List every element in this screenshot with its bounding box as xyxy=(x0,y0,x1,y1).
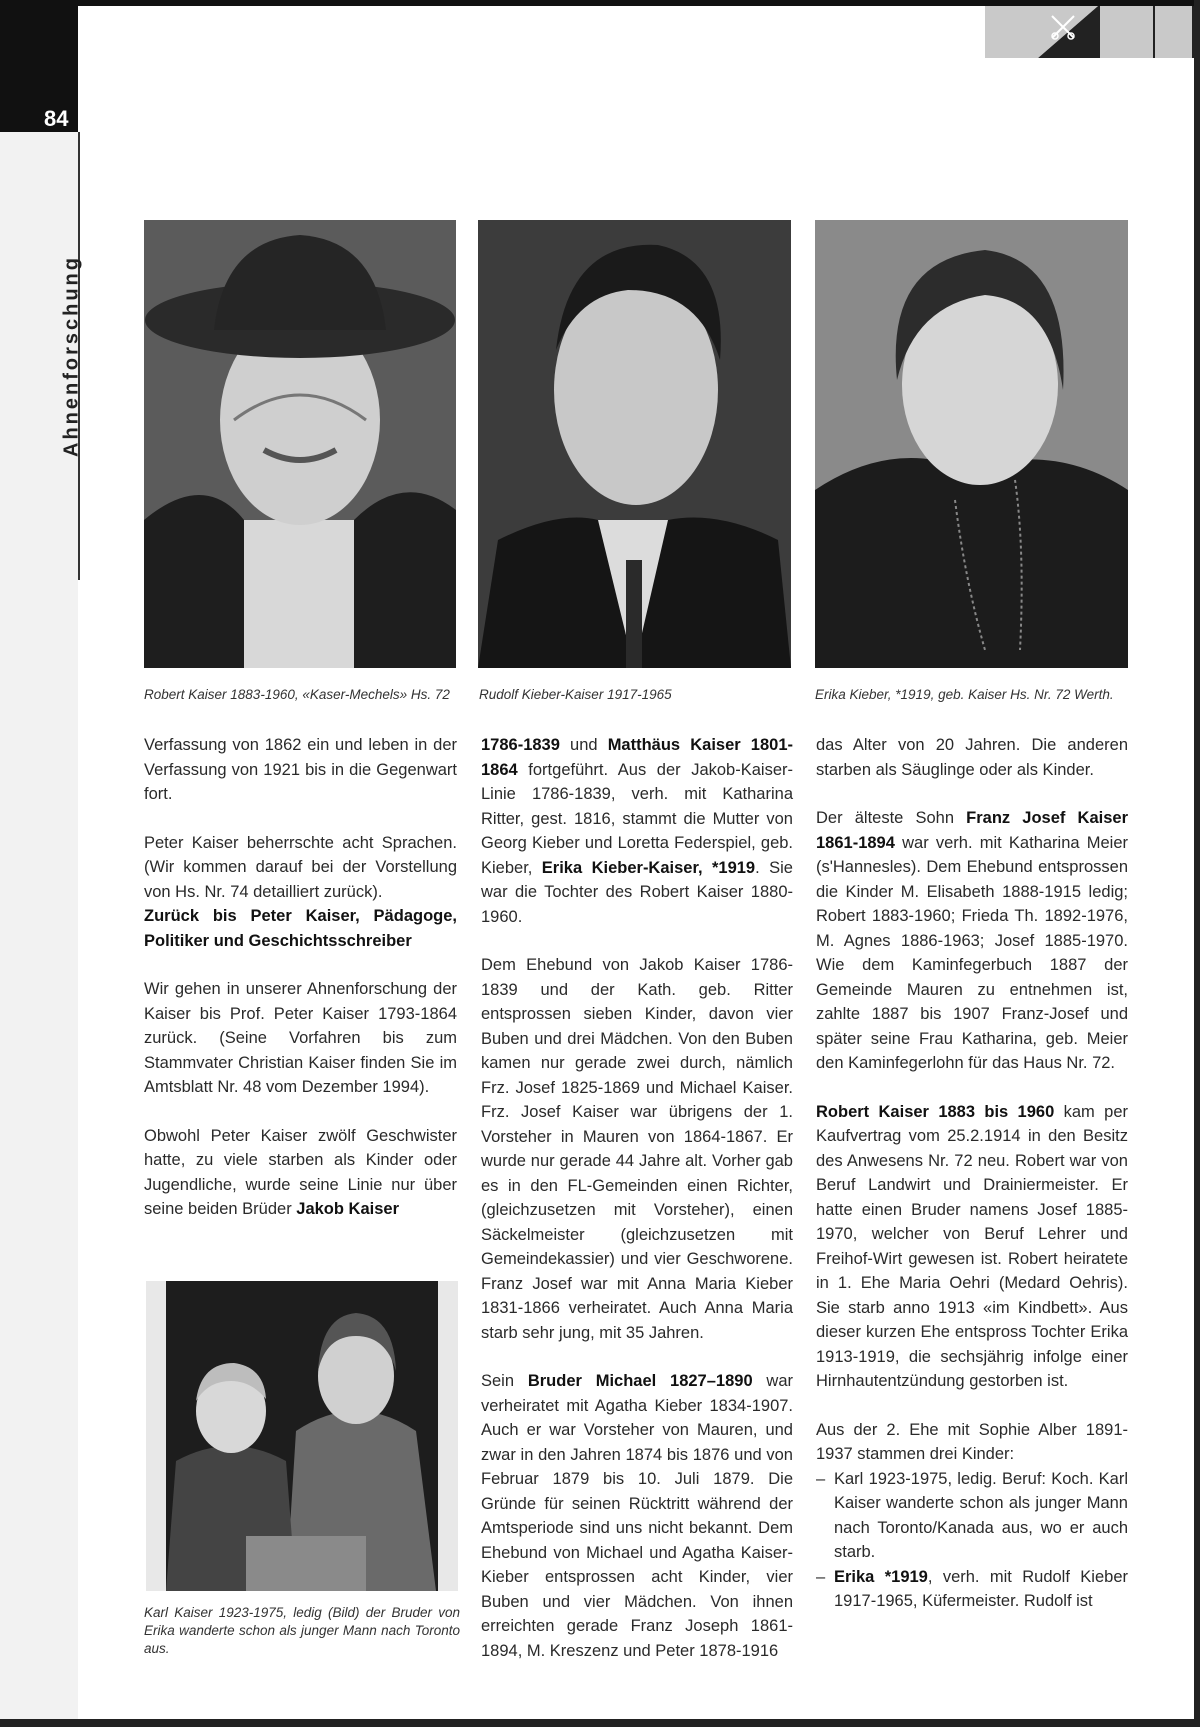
caption-erika: Erika Kieber, *1919, geb. Kaiser Hs. Nr. 72 Werth. xyxy=(815,687,1114,702)
photo-karl-kaiser xyxy=(146,1281,458,1591)
corner-lines xyxy=(1098,6,1194,58)
text-column-1 xyxy=(144,733,457,1246)
bold-name: Robert Kaiser 1883 bis 1960 xyxy=(816,1102,1055,1121)
bold-name: Franz Josef Kaiser 1861-1894 xyxy=(816,809,1128,852)
paragraph-text: Der älteste Sohn xyxy=(816,809,967,827)
paragraph-text: war verh. mit Katharina Meier (s'Hanneslеs). Dem Ehebund entsprossen die Kinder M. Elisabeth 1888-1915 ledig; Robert 1883-1960; Frieda Th. 1892-1976, M. Agnes 1886-1963; Josef 1885-1970. Wie dem Kaminfegerbuch 1887 der Gemeinde Mauren zu entnehmen ist, zahlte 1887 bis 1907 Franz-Josef und später seine Frau Katharina, geb. Meier den Kaminfegerlohn für das Haus Nr. 72. xyxy=(816,833,1128,1072)
paragraph xyxy=(481,1369,793,1663)
paragraph-text: und xyxy=(559,736,608,754)
list-item: – Karl 1923-1975, ledig. Beruf: Koch. Karl Kaiser wanderte schon als junger Mann nach Toronto/Kanada aus, wo er auch starb. xyxy=(816,1467,1128,1565)
bold-name: 1786-1839 xyxy=(481,736,560,754)
list-item xyxy=(816,1565,1128,1614)
page-number: 84 xyxy=(44,106,69,131)
paragraph-text: . Sie war die Tochter des Robert Kaiser 1880-1960. xyxy=(481,858,793,926)
paragraph-text: Sein xyxy=(481,1372,528,1390)
paragraph: Dem Ehebund von Jakob Kaiser 1786-1839 und der Kath. geb. Ritter entsprossen sieben Kinder, davon vier Buben und drei Mädchen. Von den Buben kamen nur gerade zwei durch, nämlich Frz. Josef 1825-1869 und Michael Kaiser. Frz. Josef Kaiser war übrigens der 1. Vorsteher in Mauren von 1864-1867. Er wurde nur gerade 44 Jahre alt. Vorher gab es in den FL-Gemeinden einen Richter, (gleichzusetzen mit Vorsteher), einen Säckelmeister (gleichzusetzen mit Gemeindekassier) und vier Geschworene. Franz Josef war mit Anna Maria Kieber 1831-1866 verheiratet. Auch Anna Maria starb sehr jung, mit 35 Jahren. xyxy=(481,956,793,1342)
text-column-2 xyxy=(481,733,793,1687)
paragraph: Peter Kaiser beherrschte acht Sprachen. (Wir kommen darauf bei der Vorstellung von Hs. Nr. 74 detailliert zurück). xyxy=(144,833,457,901)
paragraph: Aus der 2. Ehe mit Sophie Alber 1891-1937 stammen drei Kinder: xyxy=(816,1420,1128,1463)
paragraph: das Alter von 20 Jahren. Die anderen starben als Säuglinge oder als Kinder. xyxy=(816,736,1128,779)
paragraph: Wir gehen in unserer Ahnenforschung der Kaiser bis Prof. Peter Kaiser 1793-1864 zurück. (Seine Vorfahren bis zum Stammvater Christian Kaiser finden Sie im Amtsblatt Nr. 48 vom Dezember 1994). xyxy=(144,980,457,1096)
paragraph-text: fortgeführt. Aus der Jakob-Kaiser-Linie 1786-1839, verh. mit Katharina Ritter, gest. 1816, stammt die Mutter von Georg Kieber und Loretta Federspiel, geb. Kieber, xyxy=(481,760,793,877)
caption-karl: Karl Kaiser 1923-1975, ledig (Bild) der Bruder von Erika wanderte schon als junger Mann nach Toronto aus. xyxy=(144,1605,460,1656)
section-label: Ahnenforschung xyxy=(60,255,83,457)
bold-name: Bruder Michael 1827–1890 xyxy=(527,1372,753,1390)
list-item-text: , verh. mit Rudolf Kieber 1917-1965, Küfermeister. Rudolf ist xyxy=(834,1567,1129,1610)
section-heading xyxy=(144,904,457,953)
crossed-tools-icon xyxy=(1038,6,1098,58)
scan-edge-right xyxy=(1194,0,1200,1727)
scan-edge-bottom xyxy=(0,1719,1200,1727)
children-list xyxy=(816,1467,1128,1614)
paragraph xyxy=(816,1100,1128,1394)
bold-name: Erika *1919 xyxy=(834,1567,928,1586)
paragraph-text: kam per Kaufvertrag vom 25.2.1914 in den Besitz des Anwesens Nr. 72 neu. Robert war von Beruf Landwirt und Drainiermeister. Er hatte einen Bruder namens Josef 1885-1970, welcher von Beruf Lehrer und Freihof-Wirt gewesen ist. Robert heiratete in 1. Ehe Maria Oehri (Medard Oehris). Sie starb anno 1913 «im Kindbett». Aus dieser kurzen Ehe entspross Tochter Erika 1913-1919, die sechsjährig infolge einer Hirnhautentzündung gestorben ist. xyxy=(816,1102,1128,1390)
paragraph xyxy=(816,806,1128,1076)
bold-name: Jakob Kaiser xyxy=(296,1200,400,1218)
text-column-3 xyxy=(816,733,1128,1614)
caption-robert: Robert Kaiser 1883-1960, «Kaser-Mechels» Hs. 72 xyxy=(144,687,450,702)
caption-rudolf: Rudolf Kieber-Kaiser 1917-1965 xyxy=(479,687,672,702)
paragraph xyxy=(144,1124,457,1222)
bold-name: Erika Kieber-Kaiser, *1919 xyxy=(541,858,756,877)
paragraph: Verfassung von 1862 ein und leben in der Verfassung von 1921 bis in die Gegenwart fort. xyxy=(144,736,457,803)
section-heading-text: Zurück bis Peter Kaiser, Pädagoge, Politiker und Geschichtsschreiber xyxy=(144,907,457,950)
paragraph-text: war verheiratet mit Agatha Kieber 1834-1907. Auch er war Vorsteher von Mauren, und zwar in den Jahren 1874 bis 1876 und von Februar 1879 bis 10. Juli 1879. Die Gründe für seinen Rücktritt während der Amtsperiode sind uns nicht bekannt. Dem Ehebund von Michael und Agatha Kaiser-Kieber entsprossen acht Kinder, vier Buben und vier Mädchen. Von ihnen erreichten gerade Franz Joseph 1861-1894, M. Kreszenz und Peter 1878-1916 xyxy=(481,1372,794,1660)
photo-erika-kieber xyxy=(815,220,1128,668)
paragraph xyxy=(481,733,793,929)
photo-robert-kaiser xyxy=(144,220,456,668)
photo-rudolf-kieber xyxy=(478,220,791,668)
paragraph-text: Obwohl Peter Kaiser zwölf Geschwister hatte, zu viele starben als Kinder oder Jugendliche, wurde seine Linie nur über seine beiden Brüder xyxy=(144,1126,457,1218)
bold-name: Matthäus Kaiser 1801-1864 xyxy=(481,736,793,779)
